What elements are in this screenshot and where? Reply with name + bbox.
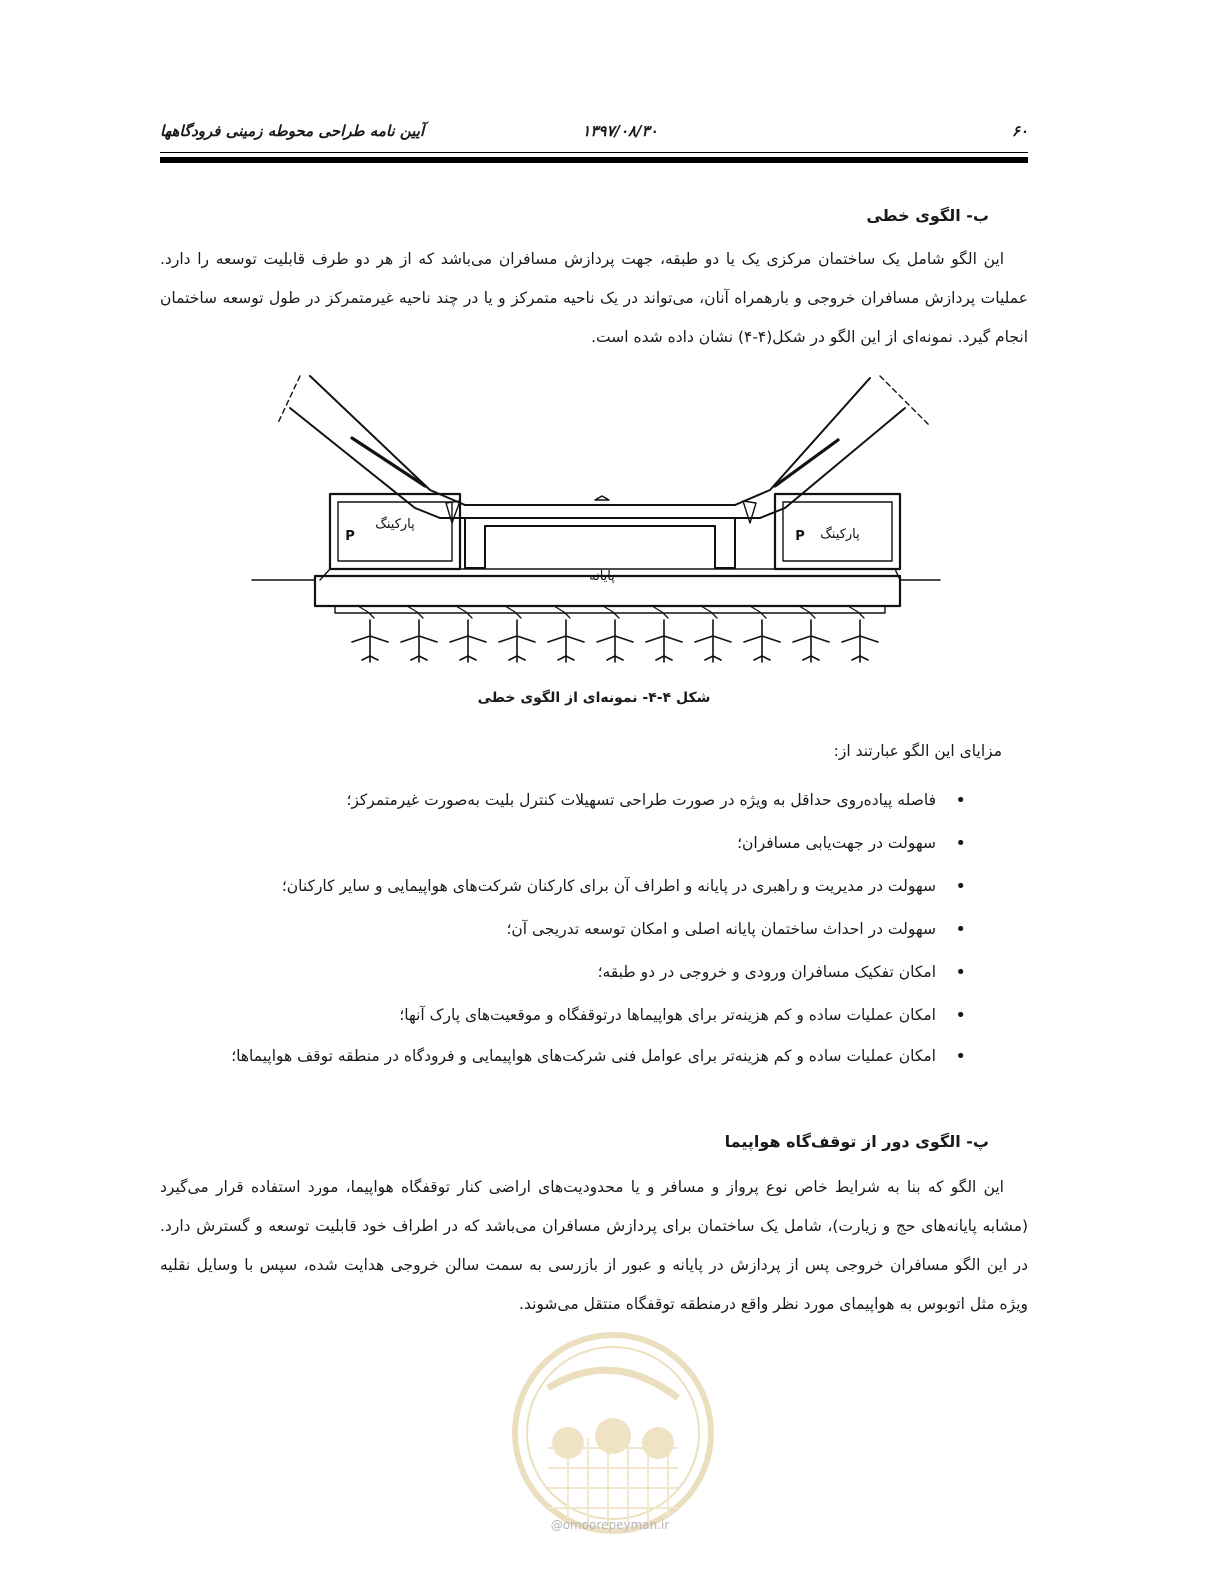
advantages-intro: مزایای این الگو عبارتند از: (833, 742, 1002, 760)
list-item (160, 994, 1028, 1037)
list-item-text: سهولت در مدیریت و راهبری در پایانه و اطراف آن برای کارکنان شرکت‌های هواپیمایی و سایر کارکنان؛ (281, 877, 936, 895)
document-title: آیین نامه طراحی محوطه زمینی فرودگاهها (160, 122, 425, 140)
aircraft-icon (450, 606, 486, 662)
parking-marker-right: P (795, 529, 805, 544)
aircraft-icon (695, 606, 731, 662)
aircraft-icon (548, 606, 584, 662)
aircraft-icon (352, 606, 388, 662)
list-item-text: فاصله پیاده‌روی حداقل به ویژه در صورت طراحی تسهیلات کنترل بلیت به‌صورت غیرمتمرکز؛ (346, 791, 936, 809)
aircraft-icon (401, 606, 437, 662)
list-item-text: امکان تفکیک مسافران ورودی و خروجی در دو طبقه؛ (597, 963, 936, 981)
terminal-label: پایانه (589, 569, 615, 584)
list-item-text: سهولت در احداث ساختمان پایانه اصلی و امکان توسعه تدریجی آن؛ (506, 920, 936, 938)
aircraft-icon (793, 606, 829, 662)
paragraph-remote (160, 1168, 1028, 1324)
bullet-icon: • (955, 919, 966, 940)
list-item-text: سهولت در جهت‌یابی مسافران؛ (737, 834, 936, 852)
bullet-icon: • (955, 1005, 966, 1026)
parking-label-right: پارکینگ (820, 527, 860, 542)
watermark-logo (508, 1328, 718, 1538)
document-date: ۱۳۹۷/۰۸/۳۰ (582, 122, 658, 140)
aircraft-icon (499, 606, 535, 662)
list-item (160, 1037, 1028, 1076)
watermark-site-url: @omoorepeyman.ir (550, 1518, 670, 1532)
bullet-icon: • (955, 790, 966, 811)
list-item-text: امکان عملیات ساده و کم هزینه‌تر برای هواپیماها درتوقفگاه و موقعیت‌های پارک آنها؛ (399, 1006, 936, 1024)
list-item-text: امکان عملیات ساده و کم هزینه‌تر برای عوامل فنی شرکت‌های هواپیمایی و فرودگاه در منطقه توقف هواپیماها؛ (231, 1047, 936, 1065)
figure-caption: شکل ۴-۴- نمونه‌ای از الگوی خطی (477, 690, 711, 706)
section-heading-remote: پ- الگوی دور از توقف‌گاه هواپیما (724, 1132, 989, 1151)
list-item (160, 822, 1028, 865)
aircraft-icon (597, 606, 633, 662)
page-header (160, 118, 1028, 146)
parking-label-left: پارکینگ (375, 517, 415, 532)
linear-layout-diagram (240, 368, 960, 678)
paragraph-linear (160, 240, 1028, 357)
bullet-icon: • (955, 1046, 966, 1067)
seal-icon (508, 1328, 718, 1538)
paragraph-remote-text: این الگو که بنا به شرایط خاص نوع پرواز و مسافر و یا محدودیت‌های اراضی کنار توقفگاه هواپیما، مورد استفاده قرار می‌گیرد (مشابه پایانه‌های حج و زیارت)، شامل یک ساختمان برای پردازش مسافران می‌باشد که در اطراف خود قابلیت توسعه و گسترش دارد. در این الگو مسافران خروجی پس از پردازش در پایانه و عبور از بازرسی به سمت سالن خروجی هدایت شده، سپس با وسایل نقلیه ویژه مثل اتوبوس به هواپیمای مورد نظر واقع درمنطقه توقفگاه منتقل می‌شوند. (160, 1178, 1028, 1313)
parking-marker-left: P (345, 529, 355, 544)
paragraph-linear-text: این الگو شامل یک ساختمان مرکزی یک یا دو طبقه، جهت پردازش مسافران می‌باشد که از هر دو طرف قابلیت توسعه را دارد. عملیات پردازش مسافران خروجی و بارهمراه آنان، می‌تواند در یک ناحیه متمرکز و یا در چند ناحیه غیرمتمرکز در طول توسعه ساختمان انجام گیرد. نمونه‌ای از این الگو در شکل(۴-۴) نشان داده شده است. (160, 250, 1028, 346)
list-item (160, 779, 1028, 822)
aircraft-icon (842, 606, 878, 662)
header-rule-thin (160, 152, 1028, 153)
list-item (160, 865, 1028, 908)
page-number: ۶۰ (1011, 122, 1028, 140)
advantages-list (160, 779, 1028, 1076)
header-rule-thick (160, 157, 1028, 163)
bullet-icon: • (955, 962, 966, 983)
aircraft-icon (744, 606, 780, 662)
list-item (160, 951, 1028, 994)
aircraft-icon (646, 606, 682, 662)
section-heading-linear: ب- الگوی خطی (866, 206, 989, 225)
list-item (160, 908, 1028, 951)
bullet-icon: • (955, 833, 966, 854)
bullet-icon: • (955, 876, 966, 897)
figure-linear-layout (240, 368, 960, 678)
